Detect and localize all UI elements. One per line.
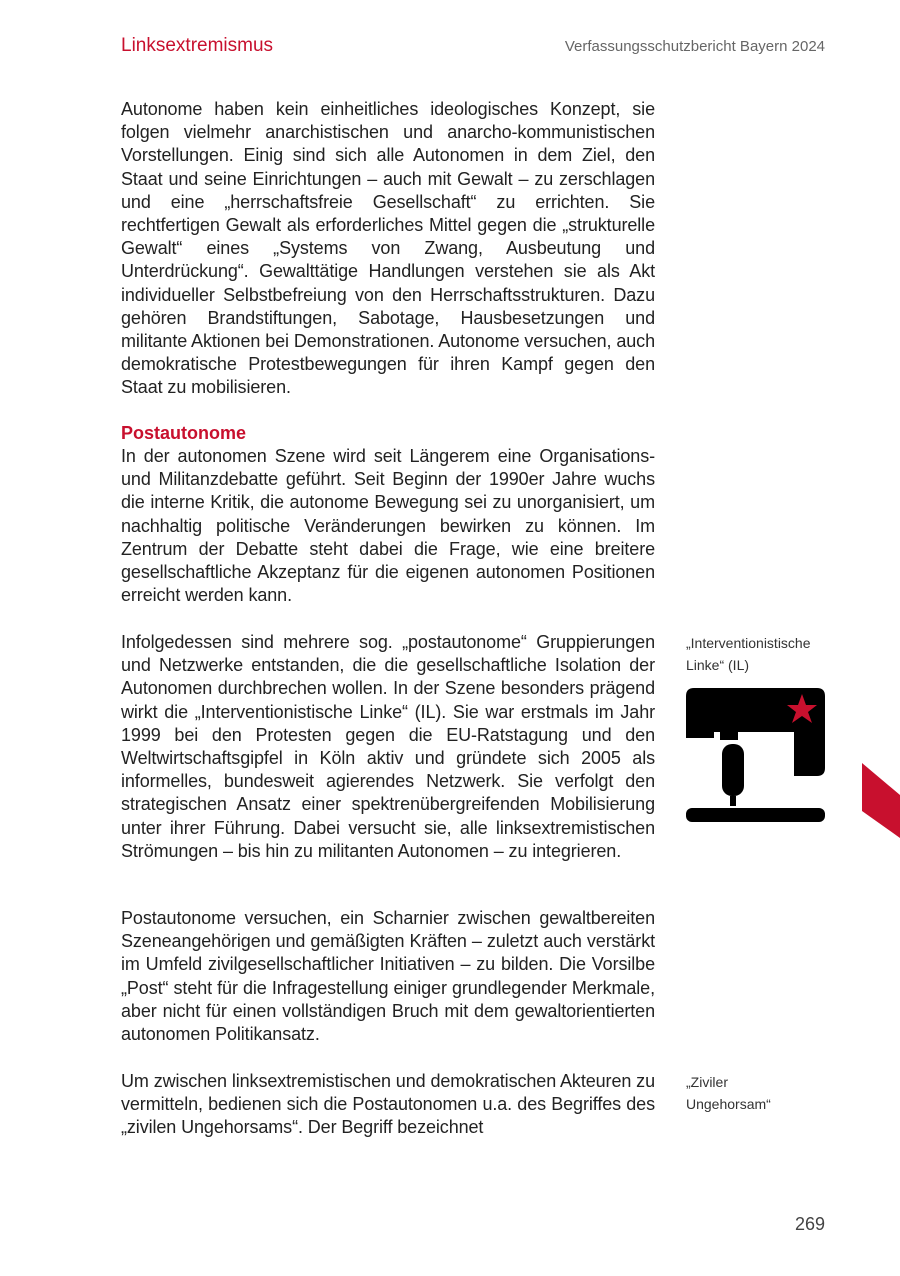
page-number: 269 — [794, 1214, 825, 1234]
publication-title: Verfassungsschutzbericht Bayern 2024 — [564, 38, 825, 55]
interventionistische-linke-logo-icon — [686, 688, 825, 827]
margin-note-ungehorsam-line2: Ungehorsam“ — [686, 1096, 771, 1112]
section-title: Linksextremismus — [121, 35, 274, 56]
chapter-edge-tab — [862, 763, 900, 838]
margin-note-ungehorsam-line1: „Ziviler — [686, 1074, 728, 1090]
paragraph-debate: In der autonomen Szene wird seit Längerem eine Organisations- und Militanzdebatte geführt. Seit Beginn der 1990er Jahre wuchs die interne Kritik, die autonome Bewegung sei zu unorganisiert, um nachhaltig politische Veränderungen bewirken zu können. Im Zentrum der Debatte steht dabei die Frage, wie eine breitere gesellschaftliche Akzeptanz für die eigenen autonomen Positionen erreicht werden kann. — [121, 446, 655, 606]
heading-postautonome: Postautonome — [121, 423, 247, 443]
margin-note-il-line2: Linke“ (IL) — [686, 657, 750, 673]
paragraph-scharnier: Postautonome versuchen, ein Scharnier zwischen gewaltbereiten Szeneangehörigen und gemäßigten Kräften – zuletzt auch verstärkt im Umfeld zivilgesellschaftlicher Initiativen – zu bilden. Die Vorsilbe „Post“ steht für die Infragestellung einiger grundlegender Merkmale, aber nicht für einen vollständigen Bruch mit dem gewaltorientierten autonomen Politikansatz. — [121, 908, 655, 1045]
paragraph-autonome: Autonome haben kein einheitliches ideologisches Konzept, sie folgen vielmehr anarchistischen und anarcho-kommunistischen Vorstellungen. Einig sind sich alle Autonomen in dem Ziel, den Staat und seine Einrichtungen – auch mit Gewalt – zu zerschlagen und eine „herrschaftsfreie Gesellschaft“ zu errichten. Sie rechtfertigen Gewalt als erforderliches Mittel gegen die „strukturelle Gewalt“ eines „Systems von Zwang, Ausbeutung und Unterdrückung“. Gewalttätige Handlungen verstehen sie als Akt individueller Selbstbefreiung von den Herrschaftsstrukturen. Dazu gehören Brandstiftungen, Sabotage, Hausbesetzungen und militante Aktionen bei Demonstrationen. Autonome versuchen, auch demokratische Protestbewegungen für ihren Kampf gegen den Staat zu mobilisieren. — [121, 99, 655, 398]
margin-note-il-line1: „Interventionistische — [686, 635, 811, 651]
paragraph-il: Infolgedessen sind mehrere sog. „postautonome“ Gruppierungen und Netzwerke entstanden, die die gesellschaftliche Isolation der Autonomen durchbrechen wollen. In der Szene besonders prägend wirkt die „Interventionistische Linke“ (IL). Sie war erstmals im Jahr 1999 bei den Protesten gegen die EU-Ratstagung und den Weltwirtschaftsgipfel in Köln aktiv und gründete sich 2005 als informelles, bundesweit agierendes Netzwerk. Sie verfolgt den strategischen Ansatz einer spektrenübergreifenden Mobilisierung unter ihrer Führung. Dabei versucht sie, alle linksextremistischen Strömungen – bis hin zu militanten Autonomen – zu integrieren. — [121, 632, 655, 861]
margin-note-ungehorsam — [686, 1071, 836, 1115]
margin-note-il — [686, 632, 836, 676]
paragraph-ungehorsam: Um zwischen linksextremistischen und demokratischen Akteuren zu vermitteln, bedienen sich die Postautonomen u.a. des Begriffes des „zivilen Ungehorsams“. Der Begriff bezeichnet — [121, 1071, 655, 1138]
